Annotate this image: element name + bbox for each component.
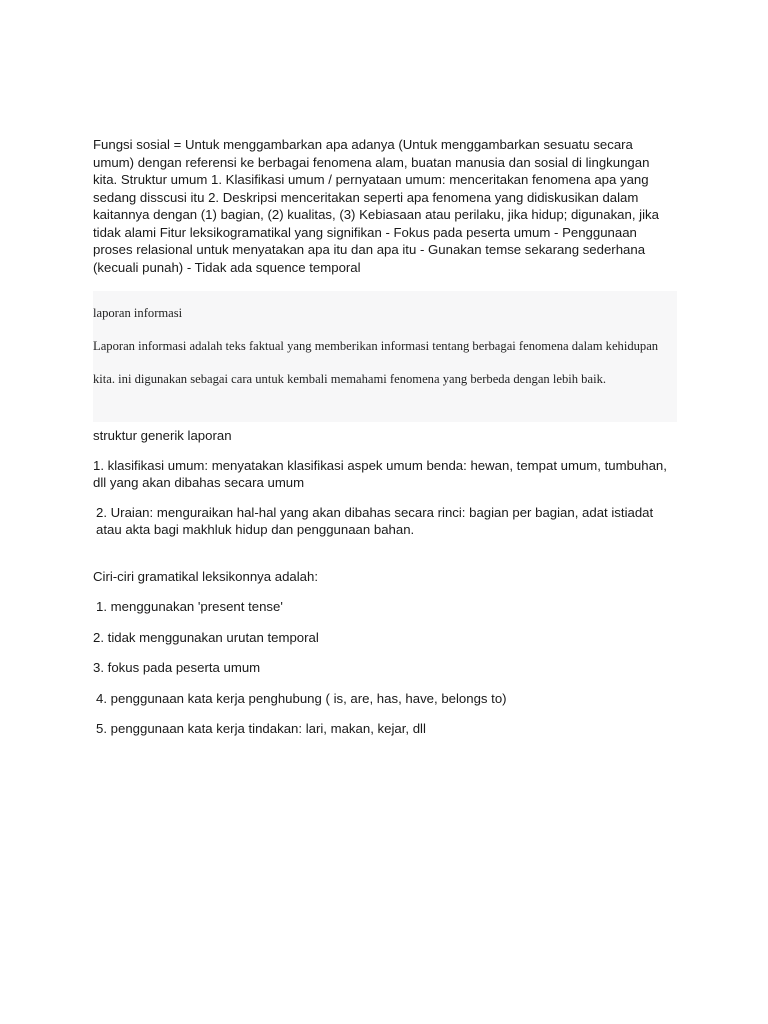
box-title: laporan informasi <box>93 306 183 320</box>
structure-heading: struktur generik laporan <box>93 428 232 443</box>
feature-item-1: 1. menggunakan 'present tense' <box>96 599 283 614</box>
feature-item-3: 3. fokus pada peserta umum <box>93 660 261 675</box>
feature-item-4: 4. penggunaan kata kerja penghubung ( is, are, has, have, belongs to) <box>96 690 507 706</box>
box-body: Laporan informasi adalah teks faktual yang memberikan informasi tentang berbagai fenomena dalam kehidupan kita. ini digunakan sebagai cara untuk kembali memahami fenomena yang berbeda dengan lebih baik. <box>93 339 659 386</box>
quote-box <box>93 291 677 422</box>
feature-item-2: 2. tidak menggunakan urutan temporal <box>93 629 319 645</box>
feature-item-5: 5. penggunaan kata kerja tindakan: lari, makan, kejar, dll <box>96 721 426 736</box>
structure-item-1: 1. klasifikasi umum: menyatakan klasifikasi aspek umum benda: hewan, tempat umum, tumbuhan, dll yang akan dibahas secara umum <box>93 457 667 490</box>
structure-item-2: 2. Uraian: menguraikan hal-hal yang akan dibahas secara rinci: bagian per bagian, adat istiadat atau akta bagi makhluk hidup dan penggunaan bahan. <box>96 504 654 537</box>
intro-paragraph: Fungsi sosial = Untuk menggambarkan apa adanya (Untuk menggambarkan sesuatu secara umum) dengan referensi ke berbagai fenomena alam, buatan manusia dan sosial di lingkungan kita. Struktur umum 1. Klasifikasi umum / pernyataan umum: menceritakan fenomena apa yang sedang disscusi itu 2. Deskripsi menceritakan seperti apa fenomena yang didiskusikan dalam kaitannya dengan (1) bagian, (2) kualitas, (3) Kebiasaan atau perilaku, jika hidup; digunakan, jika tidak alami Fitur leksikogramatikal yang signifikan - Fokus pada peserta umum - Penggunaan proses relasional untuk menyatakan apa itu dan apa itu - Gunakan temse sekarang sederhana (kecuali punah) - Tidak ada squence temporal <box>93 137 659 275</box>
document-page <box>93 136 677 738</box>
features-heading: Ciri-ciri gramatikal leksikonnya adalah: <box>93 568 319 584</box>
